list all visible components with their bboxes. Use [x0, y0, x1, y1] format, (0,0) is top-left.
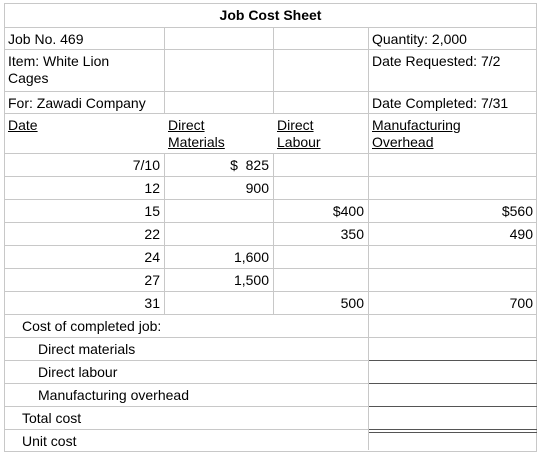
- row-date-cell: 31: [144, 295, 160, 311]
- grid-line: [164, 27, 165, 114]
- row-dm-cell: 1,600: [233, 249, 269, 265]
- row-date-cell: 15: [144, 203, 160, 219]
- row-date-cell: 22: [144, 226, 160, 242]
- date-completed: Date Completed: 7/31: [372, 95, 509, 111]
- job-number: Job No. 469: [8, 31, 84, 47]
- grid-line: [4, 268, 537, 269]
- column-date: Date: [8, 117, 38, 133]
- sheet-title: Job Cost Sheet: [219, 7, 322, 23]
- answer-line: [368, 429, 537, 430]
- answer-line: [368, 432, 537, 433]
- row-dl-cell: 350: [340, 226, 364, 242]
- grid-line: [164, 153, 165, 314]
- column-overhead-line-2: Overhead: [372, 134, 434, 150]
- summary-direct-labour: Direct labour: [38, 364, 118, 380]
- grid-line: [4, 113, 537, 114]
- row-dm-cell: 1,500: [233, 272, 269, 288]
- grid-line: [273, 27, 274, 114]
- summary-unit-cost: Unit cost: [22, 433, 77, 449]
- column-direct-labour-line-2: Labour: [277, 134, 321, 150]
- row-date-cell: 12: [144, 180, 160, 196]
- grid-line: [4, 314, 537, 315]
- row-mo-cell: $560: [501, 203, 533, 219]
- row-date-cell: 27: [144, 272, 160, 288]
- grid-line: [368, 314, 369, 450]
- row-date-cell: 7/10: [132, 157, 160, 173]
- row-mo-cell: 490: [509, 226, 533, 242]
- job-cost-sheet: [4, 3, 537, 452]
- date-requested: Date Requested: 7/2: [372, 53, 501, 69]
- row-dm-cell: $ 825: [230, 157, 269, 173]
- item-line-2: Cages: [8, 70, 49, 86]
- column-direct-labour-line-1: Direct: [277, 117, 314, 133]
- summary-total-cost: Total cost: [22, 410, 82, 426]
- row-mo-cell: 700: [509, 295, 533, 311]
- grid-line: [368, 27, 369, 314]
- grid-line: [4, 153, 537, 154]
- answer-line: [368, 406, 537, 407]
- grid-line: [4, 222, 537, 223]
- quantity: Quantity: 2,000: [372, 31, 467, 47]
- sheet-border: [4, 3, 537, 452]
- row-date-cell: 24: [144, 249, 160, 265]
- summary-overhead: Manufacturing overhead: [38, 387, 189, 403]
- summary-heading: Cost of completed job:: [22, 318, 162, 334]
- column-direct-materials-line-1: Direct: [168, 117, 205, 133]
- grid-line: [4, 199, 537, 200]
- customer: For: Zawadi Company: [8, 95, 146, 111]
- grid-line: [4, 245, 537, 246]
- answer-line: [368, 360, 537, 361]
- grid-line: [4, 27, 537, 28]
- summary-direct-materials: Direct materials: [38, 341, 136, 357]
- column-overhead-line-1: Manufacturing: [372, 117, 461, 133]
- row-dl-cell: 500: [340, 295, 364, 311]
- grid-line: [4, 49, 537, 50]
- row-dl-cell: $400: [332, 203, 364, 219]
- grid-line: [4, 91, 537, 92]
- grid-line: [4, 176, 537, 177]
- answer-line: [368, 383, 537, 384]
- grid-line: [4, 337, 537, 338]
- column-direct-materials-line-2: Materials: [168, 134, 225, 150]
- grid-line: [4, 291, 537, 292]
- row-dm-cell: 900: [245, 180, 269, 196]
- grid-line: [273, 153, 274, 314]
- item-line-1: Item: White Lion: [8, 53, 110, 69]
